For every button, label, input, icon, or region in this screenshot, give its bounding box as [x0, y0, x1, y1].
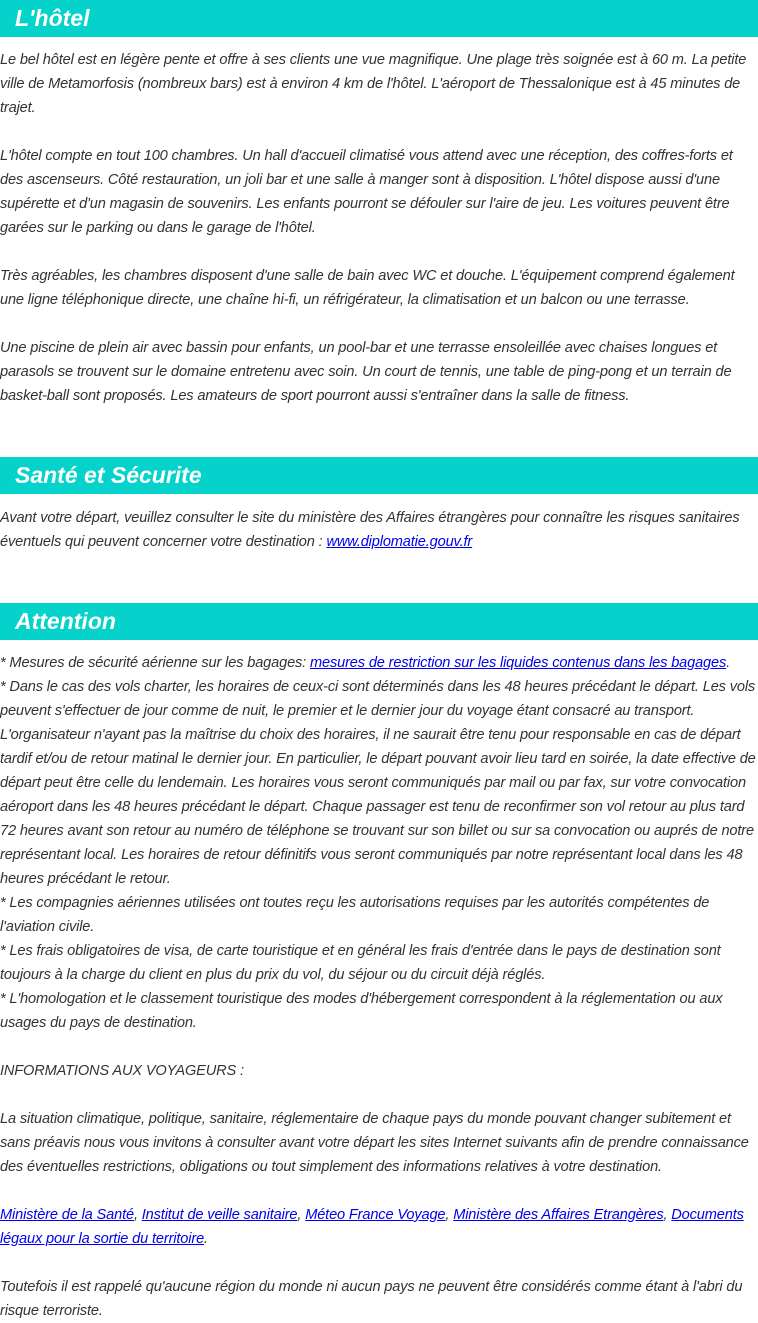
attention-section-title: Attention — [0, 603, 758, 640]
hotel-paragraph-facilities: L'hôtel compte en tout 100 chambres. Un hall d'accueil climatisé vous attend avec une réception, des coffres-forts et des ascenseurs. Côté restauration, un joli bar et une salle à manger sont à disposition. L'hôtel dispose aussi d'une supérette et d'un magasin de souvenirs. Les enfants pourront se défouler sur l'aire de jeu. Les voitures peuvent être garées sur le parking ou dans le garage de l'hôtel. — [0, 148, 733, 236]
info-links — [0, 1203, 758, 1251]
hotel-paragraph-leisure: Une piscine de plein air avec bassin pour enfants, un pool-bar et une terrasse ensoleillée avec chaises longues et parasols se trouvent sur le domaine entretenu avec soin. Un court de tennis, une table de ping-pong et un terrain de basket-ball sont proposés. Les amateurs de sport pourront aussi s'entraîner dans la salle de fitness. — [0, 340, 732, 404]
ministere-sante-link[interactable]: Ministère de la Santé — [0, 1207, 134, 1223]
attention-compagnies: * Les compagnies aériennes utilisées ont toutes reçu les autorisations requises par les autorités compétentes de l'aviation civile. — [0, 895, 710, 935]
attention-homologation: * L'homologation et le classement touristique des modes d'hébergement correspondent à la réglementation ou aux usages du pays de destination. — [0, 991, 723, 1031]
attention-section — [0, 603, 758, 1323]
link-separator: , — [133, 1207, 142, 1223]
bagages-suffix: . — [726, 655, 731, 671]
attention-bagages — [0, 651, 758, 675]
hotel-section-title: L'hôtel — [0, 0, 758, 37]
info-voyageurs-heading: INFORMATIONS AUX VOYAGEURS : — [0, 1063, 244, 1079]
diplomatie-link[interactable]: www.diplomatie.gouv.fr — [326, 534, 473, 550]
links-end: . — [204, 1231, 208, 1247]
affaires-etrangeres-link[interactable]: Ministère des Affaires Etrangères — [453, 1207, 664, 1223]
link-separator: , — [663, 1207, 672, 1223]
sante-section — [0, 457, 758, 554]
link-separator: , — [297, 1207, 306, 1223]
sante-text: Avant votre départ, veuillez consulter le site du ministère des Affaires étrangères pour connaître les risques sanitaires éventuels qui peuvent concerner votre destination : — [0, 510, 740, 550]
veille-sanitaire-link[interactable]: Institut de veille sanitaire — [141, 1207, 298, 1223]
link-separator: , — [445, 1207, 454, 1223]
attention-terror: Toutefois il est rappelé qu'aucune région du monde ni aucun pays ne peuvent être considérés comme étant à l'abri du risque terroriste. — [0, 1279, 743, 1319]
attention-situation: La situation climatique, politique, sanitaire, réglementaire de chaque pays du monde pouvant changer subitement et sans préavis nous vous invitons à consulter avant votre départ les sites Internet suivants afin de prendre connaissance des éventuelles restrictions, obligations ou tout simplement des informations relatives à votre destination. — [0, 1111, 749, 1175]
meteo-france-link[interactable]: Méteo France Voyage — [305, 1207, 446, 1223]
hotel-paragraph-rooms: Très agréables, les chambres disposent d'une salle de bain avec WC et douche. L'équipement comprend également une ligne téléphonique directe, une chaîne hi-fi, un réfrigérateur, la climatisation et un balcon ou une terrasse. — [0, 268, 735, 308]
sante-paragraph — [0, 506, 758, 554]
documents-legaux-link[interactable]: Documents légaux pour la sortie du territoire — [0, 1207, 744, 1247]
hotel-paragraph-location: Le bel hôtel est en légère pente et offre à ses clients une vue magnifique. Une plage très soignée est à 60 m. La petite ville de Metamorfosis (nombreux bars) est à environ 4 km de l'hôtel. L'aéroport de Thessalonique est à 45 minutes de trajet. — [0, 52, 747, 116]
attention-charter: * Dans le cas des vols charter, les horaires de ceux-ci sont déterminés dans les 48 heures précédant le départ. Les vols peuvent s'effectuer de jour comme de nuit, le premier et le dernier jour du voyage étant consacré au transport. L'organisateur n'ayant pas la maîtrise du choix des horaires, il ne saurait être tenu pour responsable en cas de départ tardif et/ou de retour matinal le dernier jour. En particulier, le départ pouvant avoir lieu tard en soirée, la date effective de départ peut être celle du lendemain. Les horaires vous seront communiqués par mail ou par fax, sur votre convocation aéroport dans les 48 heures précédant le départ. Chaque passager est tenu de reconfirmer son vol retour au plus tard 72 heures avant son retour au numéro de téléphone se trouvant sur son billet ou sur sa convocation ou auprés de notre représentant local. Les horaires de retour définitifs vous seront communiqués par notre représentant local dans les 48 heures précédant le retour. — [0, 679, 756, 887]
attention-frais: * Les frais obligatoires de visa, de carte touristique et en général les frais d'entrée dans le pays de destination sont toujours à la charge du client en plus du prix du vol, du séjour ou du circuit déjà réglés. — [0, 943, 721, 983]
bagages-prefix: * Mesures de sécurité aérienne sur les bagages: — [0, 655, 310, 671]
hotel-section — [0, 0, 758, 408]
liquides-restriction-link[interactable]: mesures de restriction sur les liquides contenus dans les bagages — [310, 655, 727, 671]
sante-section-title: Santé et Sécurite — [0, 457, 758, 494]
